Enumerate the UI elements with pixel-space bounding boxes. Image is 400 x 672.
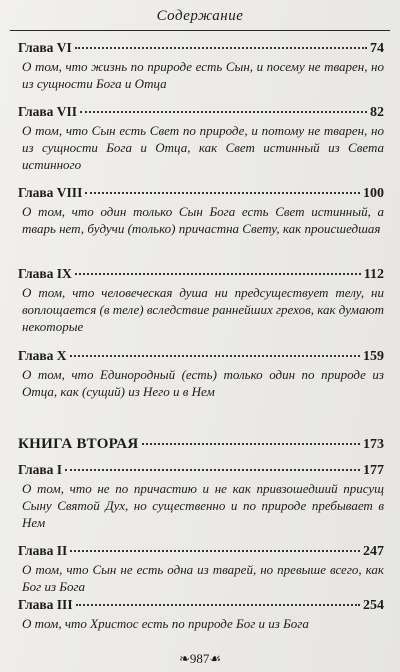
page-title: Содержание	[156, 8, 244, 24]
chapter-description: О том, что Единородный (есть) только один по природе из Отца, как (сущий) из Него и в Нем	[22, 367, 384, 399]
chapter-description: О том, что один только Сын Бога есть Свет истинный, а тварь нет, будучи (только) причастна Свету, как происшедшая	[22, 204, 384, 236]
chapter-label: Глава X	[18, 348, 67, 363]
folio-number: 987	[189, 651, 210, 666]
chapter-description: О том, что человеческая душа ни предсуществует телу, ни воплощается (в теле) вследствие раннейших грехов, как думают некоторые	[22, 285, 385, 334]
chapter-label: Глава VII	[18, 104, 78, 119]
dot-leader	[75, 273, 361, 275]
dot-leader	[75, 47, 367, 49]
dot-leader	[142, 443, 361, 445]
header-rule	[10, 30, 390, 31]
page-number: 254	[363, 598, 384, 613]
dot-leader	[85, 192, 360, 194]
folio-ornament-right: ☙	[209, 651, 222, 666]
chapter-label: Глава II	[18, 543, 68, 558]
chapter-description: О том, что Сын есть Свет по природе, и потому не тварен, но из сущности Бога и Отца, как Свет истинный из Света истинного	[22, 123, 384, 172]
chapter-label: Глава I	[18, 462, 63, 477]
book-heading	[18, 436, 384, 456]
page-number: 177	[363, 463, 384, 478]
toc-entry	[18, 104, 384, 173]
toc-entry	[18, 40, 384, 92]
toc-entry	[18, 462, 384, 531]
dot-leader	[70, 355, 360, 357]
page-number: 173	[363, 437, 384, 452]
chapter-description: О том, что не по причастию и не как привзошедший присущ Сыну Святой Дух, но существенно и по природе пребывает в Нем	[22, 481, 384, 530]
page-number: 247	[363, 544, 384, 559]
chapter-label: Глава VI	[18, 40, 72, 55]
chapter-label: Глава III	[18, 597, 73, 612]
chapter-label: Глава IX	[18, 266, 72, 281]
chapter-label: Глава VIII	[18, 185, 83, 200]
page-number: 82	[370, 105, 384, 120]
dot-leader	[76, 604, 360, 606]
dot-leader	[70, 550, 360, 552]
chapter-description: О том, что жизнь по природе есть Сын, и посему не тварен, но из сущности Бога и Отца	[22, 59, 384, 91]
book-label: КНИГА ВТОРАЯ	[18, 436, 139, 452]
toc-entry	[18, 543, 384, 595]
toc-entry	[18, 266, 384, 335]
dot-leader	[65, 469, 360, 471]
page-number: 159	[363, 349, 384, 364]
page-number: 112	[363, 267, 384, 282]
page-number: 74	[370, 41, 384, 56]
toc-entry	[18, 597, 384, 632]
page-number: 100	[363, 186, 384, 201]
dot-leader	[80, 111, 367, 113]
folio-ornament-left: ❧	[178, 651, 190, 666]
chapter-description: О том, что Сын не есть одна из тварей, но превыше всего, как Бог из Бога	[22, 562, 384, 594]
page-folio	[0, 651, 400, 667]
toc-entry	[18, 185, 384, 237]
chapter-description: О том, что Христос есть по природе Бог и из Бога	[22, 616, 309, 631]
toc-entry	[18, 348, 384, 400]
